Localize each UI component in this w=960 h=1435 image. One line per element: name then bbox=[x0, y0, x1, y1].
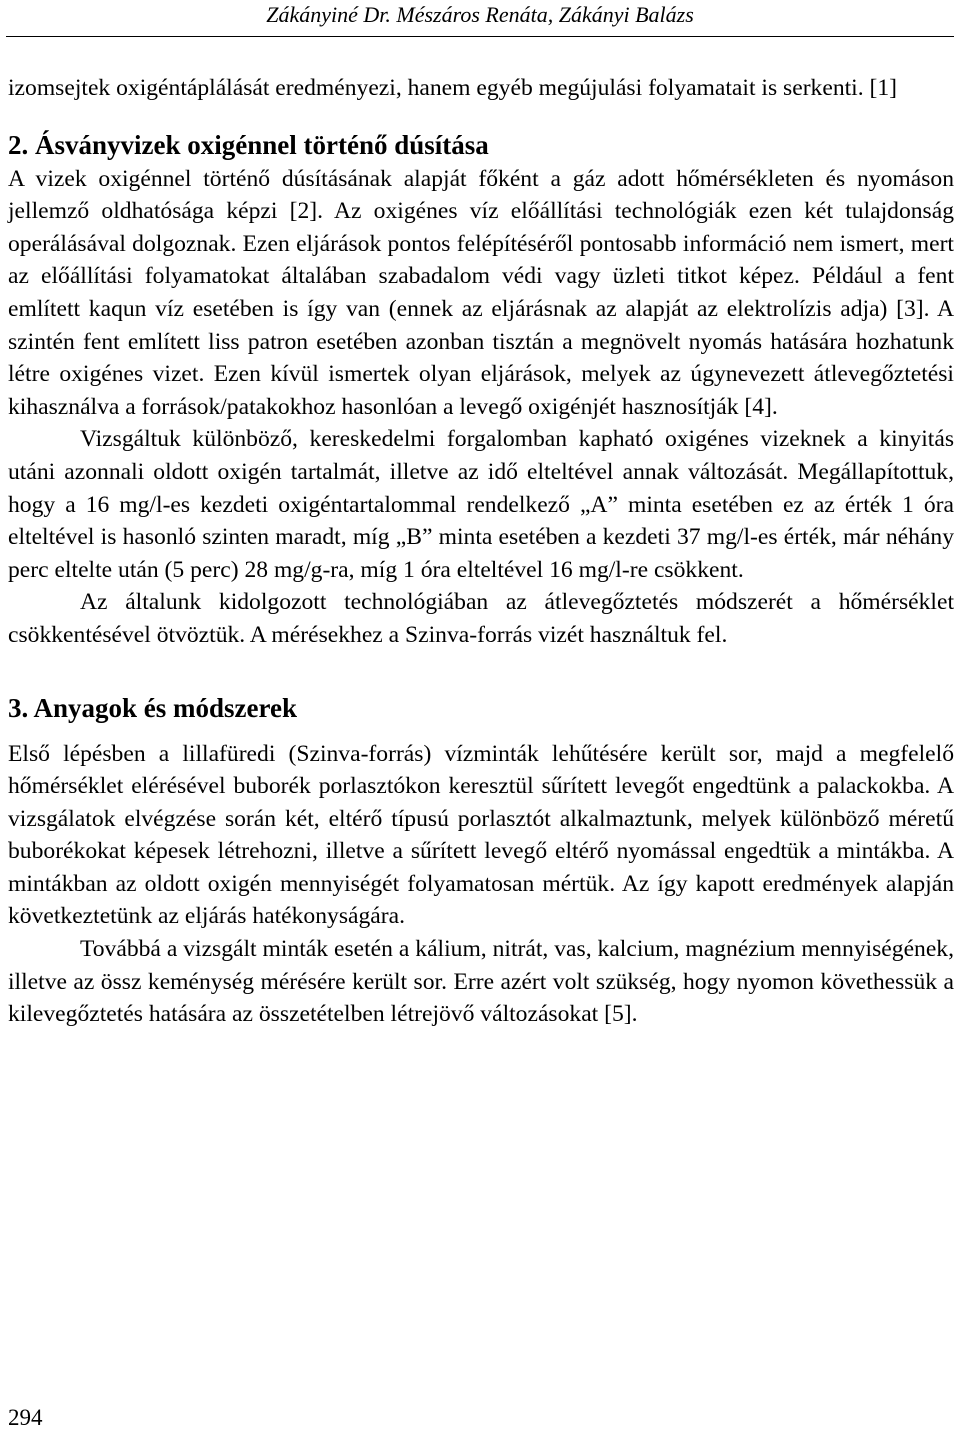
section-3-paragraph-2: Továbbá a vizsgált minták esetén a kálium, nitrát, vas, kalcium, magnézium mennyiségének, illetve az össz keménység mérésére került sor. Erre azért volt szükség, hogy nyomon követhessük a kilevegőztetés hatására az összetételben létrejövő változásokat [5]. bbox=[8, 936, 954, 1028]
page-number: 294 bbox=[8, 1405, 43, 1430]
running-header: Zákányiné Dr. Mészáros Renáta, Zákányi Balázs bbox=[266, 2, 694, 27]
section-3-heading: 3. Anyagok és módszerek bbox=[8, 692, 298, 723]
paragraph-continuation: izomsejtek oxigéntáplálását eredményezi, hanem egyéb megújulási folyamatait is serkenti. [1] bbox=[8, 75, 898, 101]
section-2-paragraph-3: Az általunk kidolgozott technológiában az átlevegőztetés módszerét a hőmérséklet csökkentésével ötvöztük. A mérésekhez a Szinva-forrás vizét használtuk fel. bbox=[8, 589, 954, 648]
section-3-paragraph-1: Első lépésben a lillafüredi (Szinva-forrás) vízminták lehűtésére került sor, majd a megfelelő hőmérséklet elérésével buborék porlasztókon keresztül sűrített levegőt engedtünk a palackokba. A vizsgálatok elvégzése során két, eltérő típusú porlasztót alkalmaztunk, melyek különböző méretű buborékokat képesek létrehozni, illetve a sűrített levegő eltérő nyomással engedtük a mintákba. A mintákban az oldott oxigén mennyiségét folyamatosan mértük. Az így kapott eredmények alapján következtetünk az eljárás hatékonyságára. bbox=[8, 740, 954, 930]
header-rule bbox=[6, 36, 954, 37]
page-body bbox=[8, 72, 954, 1031]
section-2-paragraph-1: A vizek oxigénnel történő dúsításának alapját főként a gáz adott hőmérsékleten és nyomáson jellemző oldhatósága képzi [2]. Az oxigénes víz előállítási technológiák ezen két tulajdonság operálásával dolgoznak. Ezen eljárások pontos felépítéséről pontosabb információ nem ismert, mert az előállítási folyamatokat általában szabadalom védi vagy üzleti titkot képez. Például a fent említett kaqun víz esetében is így van (ennek az eljárásnak az alapját az elektrolízis adja) [3]. A szintén fent említett liss patron esetében azonban tisztán a megnövelt nyomás hatására hozhatunk létre oxigénes vizet. Ezen kívül ismertek olyan eljárások, melyek az úgynevezett átlevegőztetési kihasználva a források/patakokhoz hasonlóan a levegő oxigénjét hasznosítják [4]. bbox=[8, 165, 954, 420]
section-2-heading: 2. Ásványvizek oxigénnel történő dúsítása bbox=[8, 129, 489, 160]
section-2-paragraph-2: Vizsgáltuk különböző, kereskedelmi forgalomban kapható oxigénes vizeknek a kinyitás utáni azonnali oldott oxigén tartalmát, illetve az idő elteltével annak változását. Megállapítottuk, hogy a 16 mg/l-es kezdeti oxigéntartalommal rendelkező „A” minta esetében ez az érték 1 óra elteltével is hasonló szinten maradt, míg „B” minta esetében a kezdeti 37 mg/l-es érték, már néhány perc eltelte után (5 perc) 28 mg/g-ra, míg 1 óra elteltével 16 mg/l-re csökkent. bbox=[8, 426, 954, 583]
